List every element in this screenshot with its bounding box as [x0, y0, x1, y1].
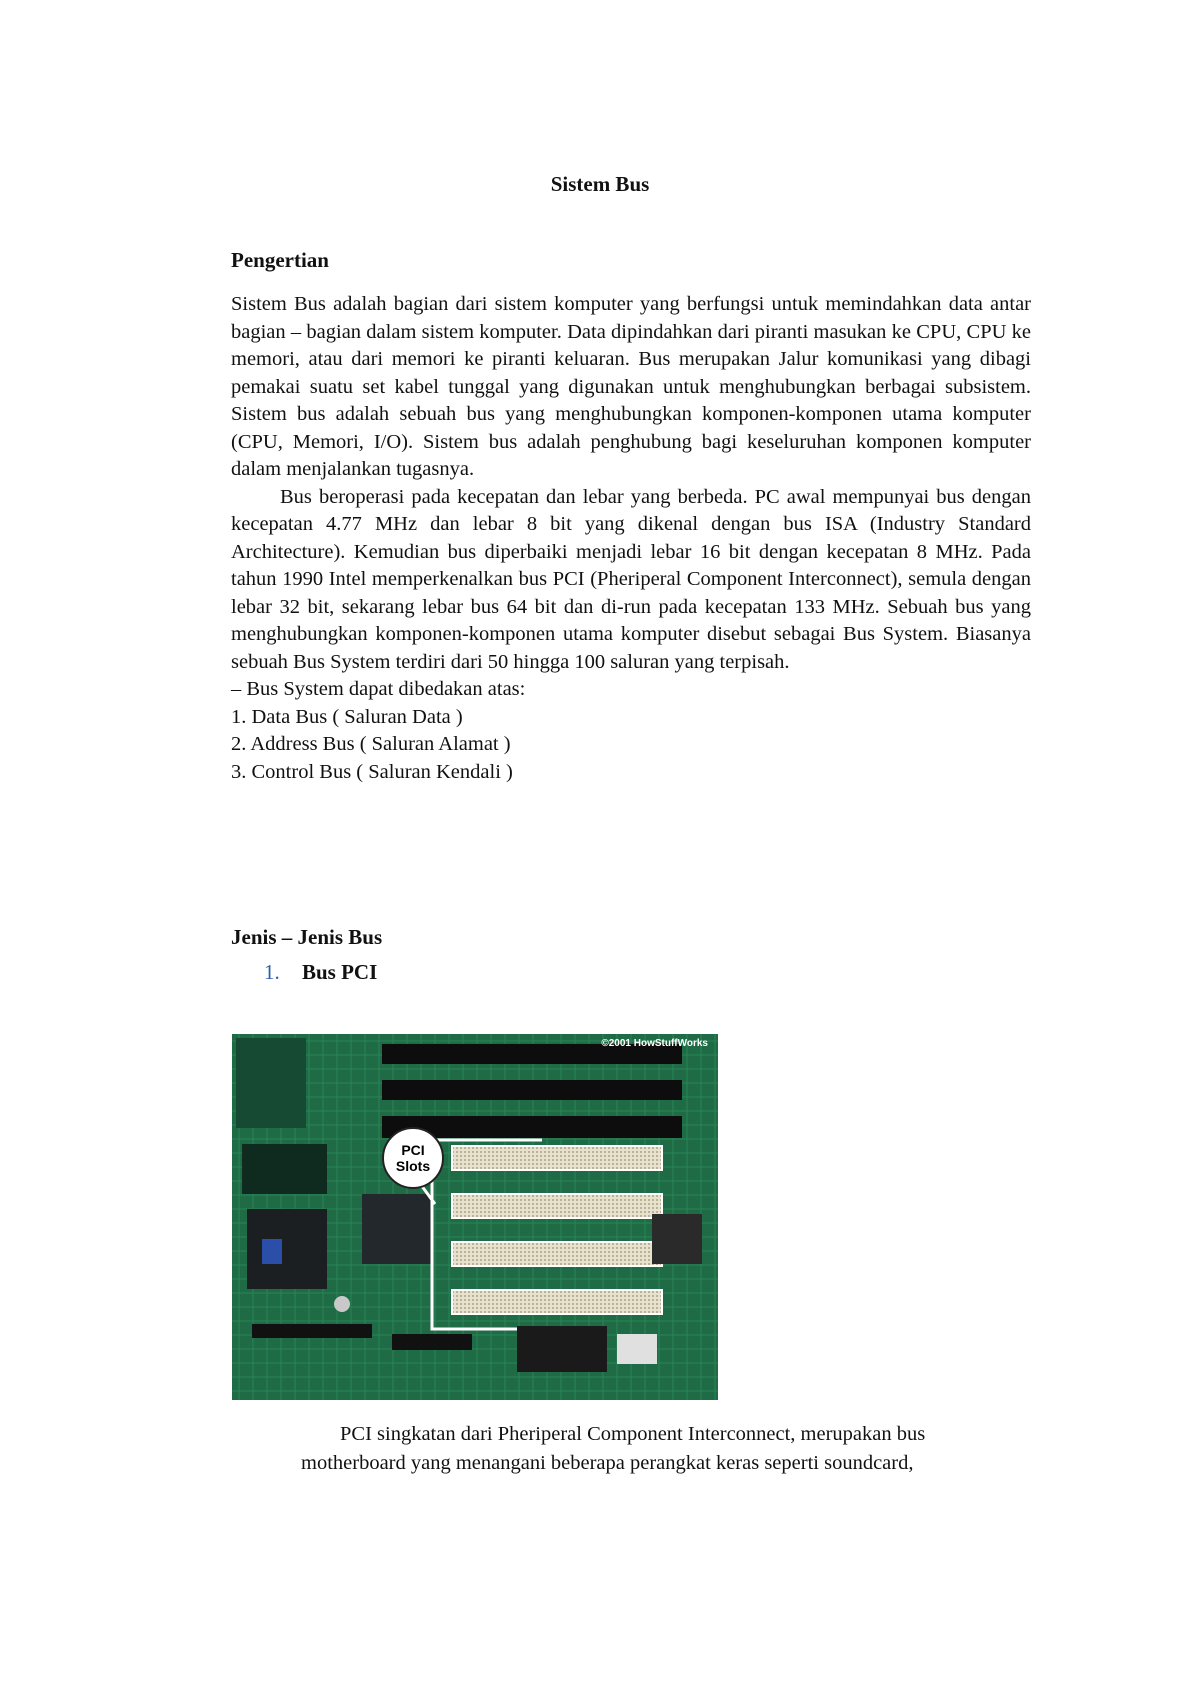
section-heading-pengertian: Pengertian — [231, 248, 329, 272]
list-intro: – Bus System dapat dibedakan atas: — [231, 678, 526, 700]
item-title: Bus PCI — [302, 960, 378, 984]
caption-block — [301, 1420, 1033, 1478]
list-item-data-bus: 1. Data Bus ( Saluran Data ) — [231, 705, 463, 728]
paragraph-bus-speed: Bus beroperasi pada kecepatan dan lebar yang berbeda. PC awal mempunyai bus dengan kecepatan 4.77 MHz dan lebar 8 bit yang dikenal dengan bus ISA (Industry Standard Architecture). Kemudian bus diperbaiki menjadi lebar 16 bit dengan kecepatan 8 MHz. Pada tahun 1990 Intel memperkenalkan bus PCI (Pheriperal Component Interconnect), semula dengan lebar 32 bit, sekarang lebar bus 64 bit dan di-run pada kecepatan 133 MHz. Sebuah bus yang menghubungkan komponen-komponen utama komputer disebut sebagai Bus System. Biasanya sebuah Bus System terdiri dari 50 hingga 100 saluran yang terpisah. — [231, 485, 1031, 673]
body-text-block — [231, 291, 1031, 786]
caption-line-1: PCI singkatan dari Pheriperal Component Interconnect, merupakan bus — [340, 1423, 926, 1445]
list-item-address-bus: 2. Address Bus ( Saluran Alamat ) — [231, 733, 511, 755]
callout-label-line2: Slots — [395, 1158, 431, 1174]
motherboard-illustration — [232, 1034, 718, 1400]
figure-copyright: ©2001 HowStuffWorks — [601, 1038, 708, 1049]
pci-slots-photo — [232, 1034, 718, 1400]
callout-label-line1: PCI — [401, 1142, 425, 1158]
numbered-item-bus-pci — [264, 960, 377, 985]
list-item-control-bus: 3. Control Bus ( Saluran Kendali ) — [231, 760, 513, 783]
document-title: Sistem Bus — [550, 172, 650, 196]
caption-line-2: motherboard yang menangani beberapa perangkat keras seperti soundcard, — [301, 1452, 914, 1474]
paragraph-definition: Sistem Bus adalah bagian dari sistem komputer yang berfungsi untuk memindahkan data antar bagian – bagian dalam sistem komputer. Data dipindahkan dari piranti masukan ke CPU, CPU ke memori, atau dari memori ke piranti keluaran. Bus merupakan Jalur komunikasi yang dibagi pemakai suatu set kabel tunggal yang digunakan untuk menghubungkan berbagai subsistem. Sistem bus adalah sebuah bus yang menghubungkan komponen-komponen utama komputer (CPU, Memori, I/O). Sistem bus adalah penghubung bagi keseluruhan komponen komputer dalam menjalankan tugasnya. — [231, 293, 1031, 480]
section-heading-jenis-bus: Jenis – Jenis Bus — [231, 925, 383, 949]
item-number: 1. — [264, 960, 280, 984]
